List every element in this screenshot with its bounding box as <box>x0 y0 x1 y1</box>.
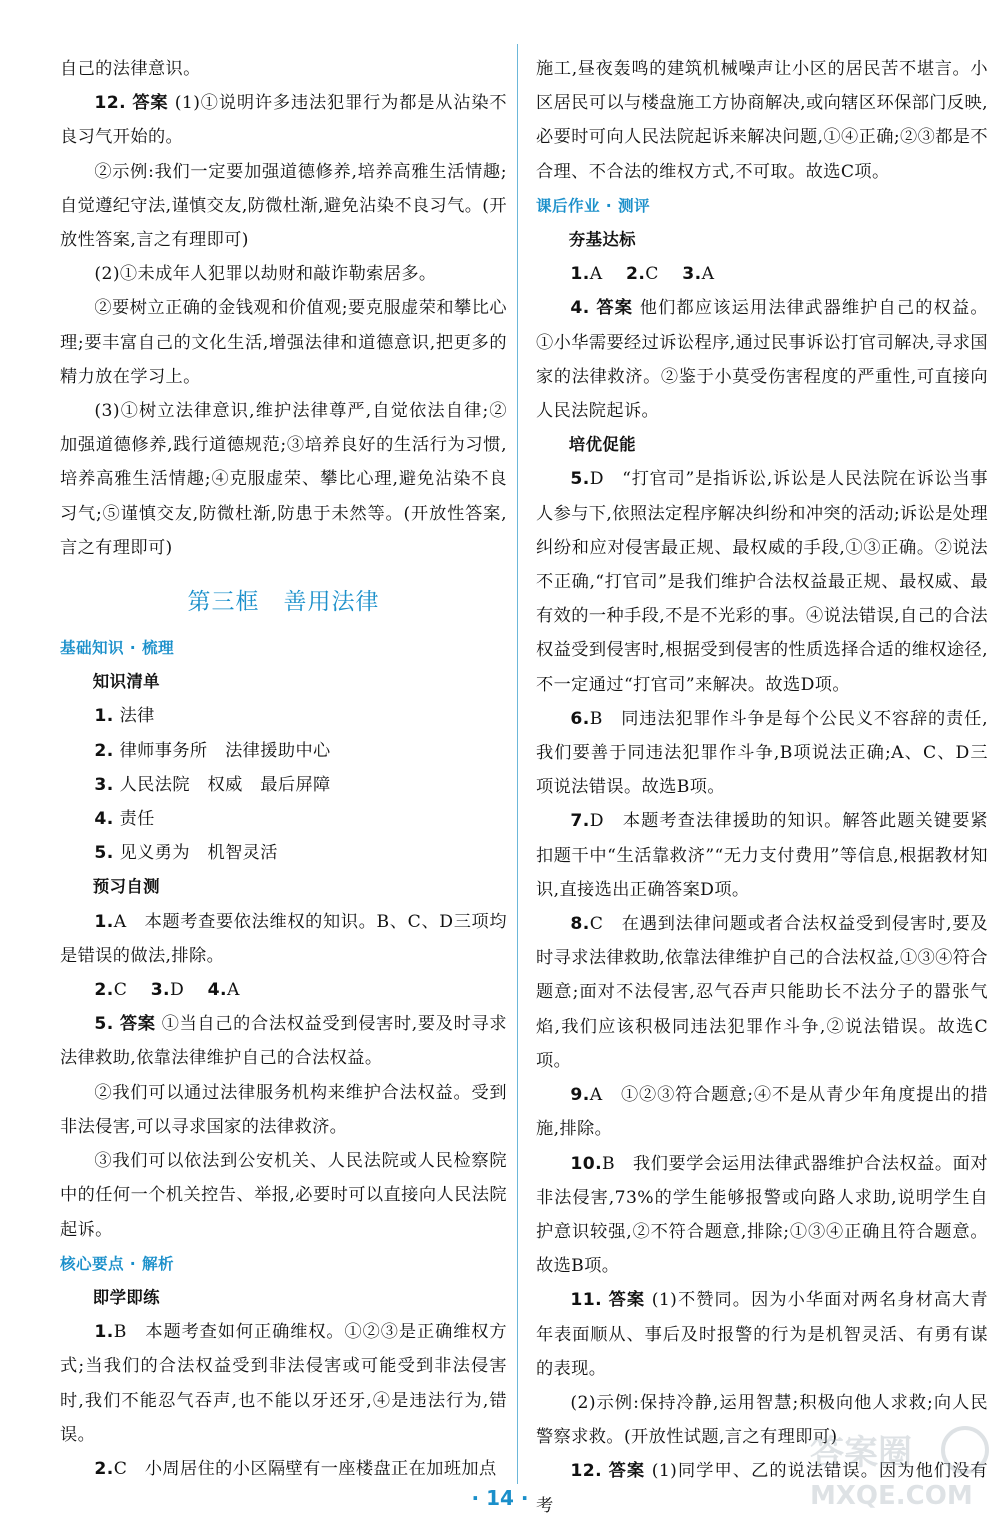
item-number: 3. <box>94 774 114 795</box>
item-text: B 我们要学会运用法律武器维护合法权益。面对非法侵害,73%的学生能够报警或向路人求助,说明学生自护意识较强,②不符合题意,排除;①③④正确且符合题意。故选B项。 <box>536 1153 988 1277</box>
section-heading: 基础知识 · 梳理 <box>60 639 174 658</box>
watermark-sub: MXQE.COM <box>810 1481 973 1511</box>
item-text: 法律 <box>119 706 155 727</box>
answer-12 <box>60 86 507 154</box>
item-number: 2. <box>625 264 646 285</box>
answer-item <box>60 1315 507 1452</box>
item-text: (1)同学甲、乙的说法错误。因为他们没有考 <box>536 1461 988 1516</box>
item-text: C 在遇到法律问题或者合法权益受到侵害时,要及时寻求法律救助,依靠法律维护自己的合法权益,①③④符合题意;面对不法侵害,忍气吞声只能助长不法分子的嚣张气焰,我们应该积极同违法犯罪作斗争,②说法错误。故选C项。 <box>536 914 988 1071</box>
item-number: 6. <box>570 708 590 729</box>
paragraph: ②示例:我们一定要加强道德修养,培养高雅生活情趣;自觉遵纪守法,谨慎交友,防微杜渐,避免沾染不良习气。(开放性答案,言之有理即可) <box>60 161 507 251</box>
item-number: 7. <box>570 811 590 832</box>
item-number: 4. <box>94 809 114 830</box>
list-item <box>60 699 507 733</box>
list-item <box>60 768 507 802</box>
sub-heading: 培优促能 <box>568 435 636 455</box>
item-number: 12. <box>570 1461 603 1482</box>
item-number: 3. <box>682 264 702 285</box>
watermark-text: 答案圈 <box>810 1433 912 1473</box>
sub-heading: 知识清单 <box>92 672 160 692</box>
paragraph: (2)①未成年人犯罪以劫财和敲诈勒索居多。 <box>94 264 437 285</box>
answer-number: 12. <box>94 93 127 114</box>
item-number: 5. <box>94 1014 114 1035</box>
page-number: · 14 · <box>471 1486 529 1510</box>
item-number: 1. <box>94 911 114 932</box>
paragraph: (3)①树立法律意识,维护法律尊严,自觉依法自律;②加强道德修养,践行道德规范;③培养良好的生活行为习惯,培养高雅生活情趣;④克服虚荣、攀比心理,避免沾染不良习气;⑤谨慎交友,防微杜渐,防患于未然等。(开放性答案,言之有理即可) <box>60 401 507 558</box>
paragraph: 施工,昼夜轰鸣的建筑机械噪声让小区的居民苦不堪言。小区居民可以与楼盘施工方协商解决,或向辖区环保部门反映,必要时可向人民法院起诉来解决问题,①④正确;②③都是不合理、不合法的维权方式,不可取。故选C项。 <box>536 59 988 182</box>
item-text: 他们都应该运用法律武器维护自己的权益。①小华需要经过诉讼程序,通过民事诉讼打官司解决,寻求国家的法律救济。②鉴于小莫受伤害程度的严重性,可直接向人民法院起诉。 <box>536 298 988 422</box>
item-number: 2. <box>94 980 114 1001</box>
item-number: 3. <box>150 980 170 1001</box>
item-number: 1. <box>94 1322 114 1343</box>
list-item <box>60 734 507 768</box>
paragraph: ②要树立正确的金钱观和价值观;要克服虚荣和攀比心理;要丰富自己的文化生活,增强法律和道德意识,把更多的精力放在学习上。 <box>60 298 507 387</box>
answer-item <box>60 1452 507 1486</box>
column-divider <box>517 44 518 1484</box>
section-title: 第三框 善用法律 <box>187 589 380 616</box>
answer-item <box>536 1147 988 1284</box>
item-text: 人民法院 权威 最后屏障 <box>119 774 331 795</box>
answer-item <box>536 1078 988 1146</box>
item-text: A <box>589 264 621 285</box>
item-number: 1. <box>570 264 590 285</box>
answer-item <box>536 291 988 428</box>
answer-item <box>536 1283 988 1386</box>
paragraph: ②我们可以通过法律服务机构来维护合法权益。受到非法侵害,可以寻求国家的法律救济。 <box>60 1082 507 1137</box>
answer-text: (1)①说明许多违法犯罪行为都是从沾染不良习气开始的。 <box>60 93 507 148</box>
sub-heading: 预习自测 <box>92 877 160 897</box>
item-number: 2. <box>94 740 114 761</box>
answer-label: 答案 <box>608 1290 646 1311</box>
item-number: 8. <box>570 914 590 935</box>
answer-item <box>536 804 988 907</box>
list-item <box>60 836 507 870</box>
item-number: 5. <box>570 469 590 490</box>
right-column <box>536 52 988 1523</box>
answer-label: 答案 <box>596 298 634 319</box>
item-text: ①当自己的合法权益受到侵害时,要及时寻求法律救助,依靠法律维护自己的合法权益。 <box>60 1014 507 1069</box>
paragraph: (2)示例:保持冷静,运用智慧;积极向他人求救;向人民警察求救。(开放性试题,言之有理即可) <box>536 1392 988 1448</box>
item-text: 律师事务所 法律援助中心 <box>119 740 331 761</box>
section-heading: 课后作业 · 测评 <box>536 196 650 215</box>
item-text: (1)不赞同。因为小华面对两名身材高大青年表面顺从、事后及时报警的行为是机智灵活、有勇有谋的表现。 <box>536 1290 988 1379</box>
item-text: 责任 <box>119 809 155 830</box>
item-text: A 本题考查要依法维权的知识。B、C、D三项均是错误的做法,排除。 <box>60 911 507 966</box>
paragraph: 自己的法律意识。 <box>60 59 201 79</box>
answer-label: 答案 <box>608 1461 646 1482</box>
item-number: 11. <box>570 1290 603 1311</box>
answer-label: 答案 <box>119 1014 156 1035</box>
answer-label: 答案 <box>132 93 169 114</box>
sub-heading: 夯基达标 <box>568 230 636 250</box>
item-text: B 本题考查如何正确维权。①②③是正确维权方式;当我们的合法权益受到非法侵害或可能受到非法侵害时,我们不能忍气吞声,也不能以牙还牙,④是违法行为,错误。 <box>60 1322 507 1445</box>
item-text: C <box>645 264 677 285</box>
list-item <box>60 802 507 836</box>
item-number: 9. <box>570 1085 590 1106</box>
answer-item <box>536 702 988 805</box>
paragraph: ③我们可以依法到公安机关、人民法院或人民检察院中的任何一个机关控告、举报,必要时可以直接向人民法院起诉。 <box>60 1151 507 1240</box>
item-text: D <box>170 980 202 1001</box>
item-number: 5. <box>94 843 114 864</box>
answer-item <box>60 973 507 1007</box>
item-number: 10. <box>570 1153 603 1174</box>
item-text: C 小周居住的小区隔壁有一座楼盘正在加班加点 <box>113 1458 497 1479</box>
left-column <box>60 52 507 1486</box>
item-text: 见义勇为 机智灵活 <box>119 843 278 864</box>
item-number: 2. <box>94 1458 114 1479</box>
answer-item <box>60 905 507 973</box>
item-text: D 本题考查法律援助的知识。解答此题关键要紧扣题干中“生活靠救济”“无力支付费用”等信息,根据教材知识,直接选出正确答案D项。 <box>536 811 988 900</box>
item-text: A <box>701 264 715 285</box>
item-text: A ①②③符合题意;④不是从青少年角度提出的措施,排除。 <box>536 1085 988 1140</box>
answer-item <box>536 257 988 291</box>
item-text: A <box>226 980 240 1001</box>
item-number: 1. <box>94 706 114 727</box>
sub-heading: 即学即练 <box>92 1287 160 1307</box>
item-text: C <box>113 980 145 1001</box>
item-text: D “打官司”是指诉讼,诉讼是人民法院在诉讼当事人参与下,依照法定程序解决纠纷和冲突的活动;诉讼是处理纠纷和应对侵害最正规、最权威的手段,①③正确。②说法不正确,“打官司”是我们维护合法权益最正规、最权威、最有效的一种手段,不是不光彩的事。④说法错误,自己的合法权益受到侵害时,根据受到侵害的性质选择合适的维权途径,不一定通过“打官司”来解决。故选D项。 <box>536 469 988 695</box>
answer-item <box>60 1007 507 1075</box>
answer-item <box>536 907 988 1078</box>
answer-item <box>536 462 988 701</box>
section-heading: 核心要点 · 解析 <box>60 1254 174 1273</box>
item-text: B 同违法犯罪作斗争是每个公民义不容辞的责任,我们要善于同违法犯罪作斗争,B项说法正确;A、C、D三项说法错误。故选B项。 <box>536 708 988 798</box>
item-number: 4. <box>207 980 227 1001</box>
item-number: 4. <box>570 298 590 319</box>
